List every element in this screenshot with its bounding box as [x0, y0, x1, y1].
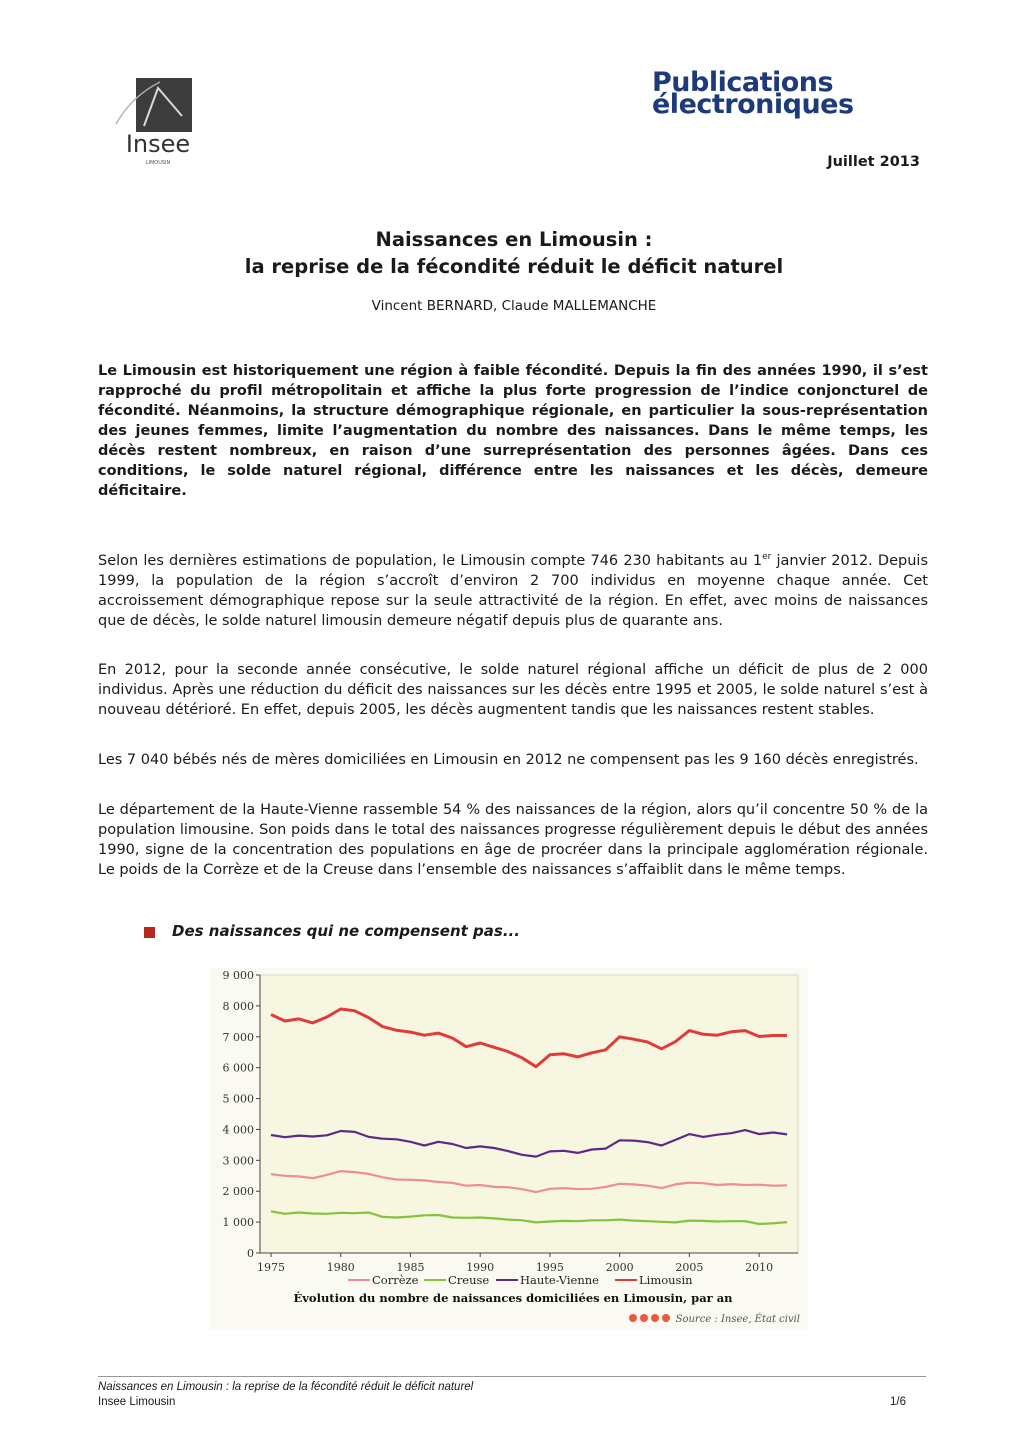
footer-title: Naissances en Limousin : la reprise de la fécondité réduit le déficit naturel [98, 1381, 474, 1393]
x-tick-label: 1980 [326, 1261, 355, 1274]
legend-label: Corrèze [372, 1273, 419, 1287]
x-tick-label: 1995 [535, 1261, 564, 1274]
y-tick-label: 9 000 [222, 969, 254, 982]
y-tick-label: 4 000 [222, 1123, 254, 1137]
x-tick-label: 2005 [675, 1261, 704, 1274]
publications-electroniques-logo [640, 67, 930, 122]
source-dot-icon [629, 1314, 637, 1322]
authors: Vincent BERNARD, Claude MALLEMANCHE [371, 298, 657, 314]
section-bullet-icon [144, 927, 155, 938]
legend-label: Creuse [448, 1273, 490, 1287]
y-tick-label: 5 000 [222, 1092, 254, 1106]
superscript-er: er [762, 552, 772, 563]
legend-label: Limousin [639, 1273, 693, 1287]
y-tick-label: 0 [247, 1247, 254, 1260]
y-tick-label: 6 000 [222, 1061, 254, 1075]
insee-logo-text: Insee [125, 130, 191, 158]
title-line-2: la reprise de la fécondité réduit le déficit naturel [244, 255, 784, 278]
paragraph-4: Le département de la Haute-Vienne rassemble 54 % des naissances de la région, alors qu’il concentre 50 % de la population limousine. Son poids dans le total des naissances progresse régulièrement depuis le début des années 1990, signe de la concentration des populations en âge de procréer dans la principale agglomération régionale. Le poids de la Corrèze et de la Creuse dans l’ensemble des naissances s’affaiblit dans le même temps. [98, 802, 928, 878]
publication-date: Juillet 2013 [827, 154, 920, 170]
plot-area [260, 975, 798, 1253]
y-tick-label: 3 000 [222, 1154, 254, 1168]
pub-logo-line2: électroniques [652, 89, 854, 120]
y-tick-label: 2 000 [222, 1185, 254, 1199]
source-dot-icon [651, 1314, 659, 1322]
y-tick-label: 7 000 [222, 1030, 254, 1044]
insee-logo [108, 72, 200, 168]
x-tick-label: 2000 [605, 1261, 634, 1274]
paragraph-2: En 2012, pour la seconde année consécutive, le solde naturel régional affiche un déficit de plus de 2 000 individus. Après une réduction du déficit des naissances sur les décès entre 1995 et 2005, le solde naturel s’est à nouveau détérioré. En effet, depuis 2005, les décès augmentent tandis que les naissances restent stables. [98, 662, 928, 718]
x-tick-label: 2010 [745, 1261, 774, 1274]
footer-divider [98, 1376, 926, 1377]
legend-label: Haute-Vienne [520, 1273, 599, 1287]
pub-logo-line1: Publications [652, 67, 834, 98]
y-tick-label: 1 000 [222, 1216, 254, 1230]
y-tick-label: 8 000 [222, 999, 254, 1013]
source-dot-icon [640, 1314, 648, 1322]
abstract: Le Limousin est historiquement une région à faible fécondité. Depuis la fin des années 1990, il s’est rapproché du profil métropolitain et affiche la plus forte progression de l’indice conjoncturel de fécondité. Néanmoins, la structure démographique régionale, en particulier la sous-représentation des jeunes femmes, limite l’augmentation du nombre des naissances. Dans le même temps, les décès restent nombreux, en raison d’une surreprésentation des personnes âgées. Dans ces conditions, le solde naturel régional, différence entre les naissances et les décès, demeure déficitaire. [98, 363, 928, 499]
footer-org: Insee Limousin [98, 1396, 176, 1408]
chart-svg [210, 968, 808, 1330]
article-title [100, 226, 928, 280]
section-title: Des naissances qui ne compensent pas... [172, 922, 520, 940]
paragraph-3: Les 7 040 bébés nés de mères domiciliées en Limousin en 2012 ne compensent pas les 9 160 décès enregistrés. [98, 752, 919, 768]
source-dot-icon [662, 1314, 670, 1322]
paragraph-1-part-b: janvier 2012. Depuis 1999, la population de la région s’accroît d’environ 2 700 individus en moyenne chaque année. Cet accroissement démographique repose sur la seule attractivité de la région. En effet, avec moins de naissances que de décès, le solde naturel limousin demeure négatif depuis plus de quarante ans. [98, 553, 928, 629]
births-chart [210, 968, 808, 1330]
title-line-1: Naissances en Limousin : [375, 228, 653, 251]
chart-source: Source : Insee, État civil [675, 1314, 800, 1325]
paragraph-1 [98, 551, 928, 631]
x-tick-label: 1990 [466, 1261, 495, 1274]
page-number: 1/6 [890, 1396, 906, 1408]
x-tick-label: 1975 [257, 1261, 285, 1274]
chart-title: Évolution du nombre de naissances domiciliées en Limousin, par an [293, 1291, 733, 1305]
insee-logo-sub: LIMOUSIN [145, 160, 171, 166]
paragraph-1-part-a: Selon les dernières estimations de population, le Limousin compte 746 230 habitants au 1 [98, 553, 763, 569]
x-tick-label: 1985 [396, 1261, 425, 1274]
